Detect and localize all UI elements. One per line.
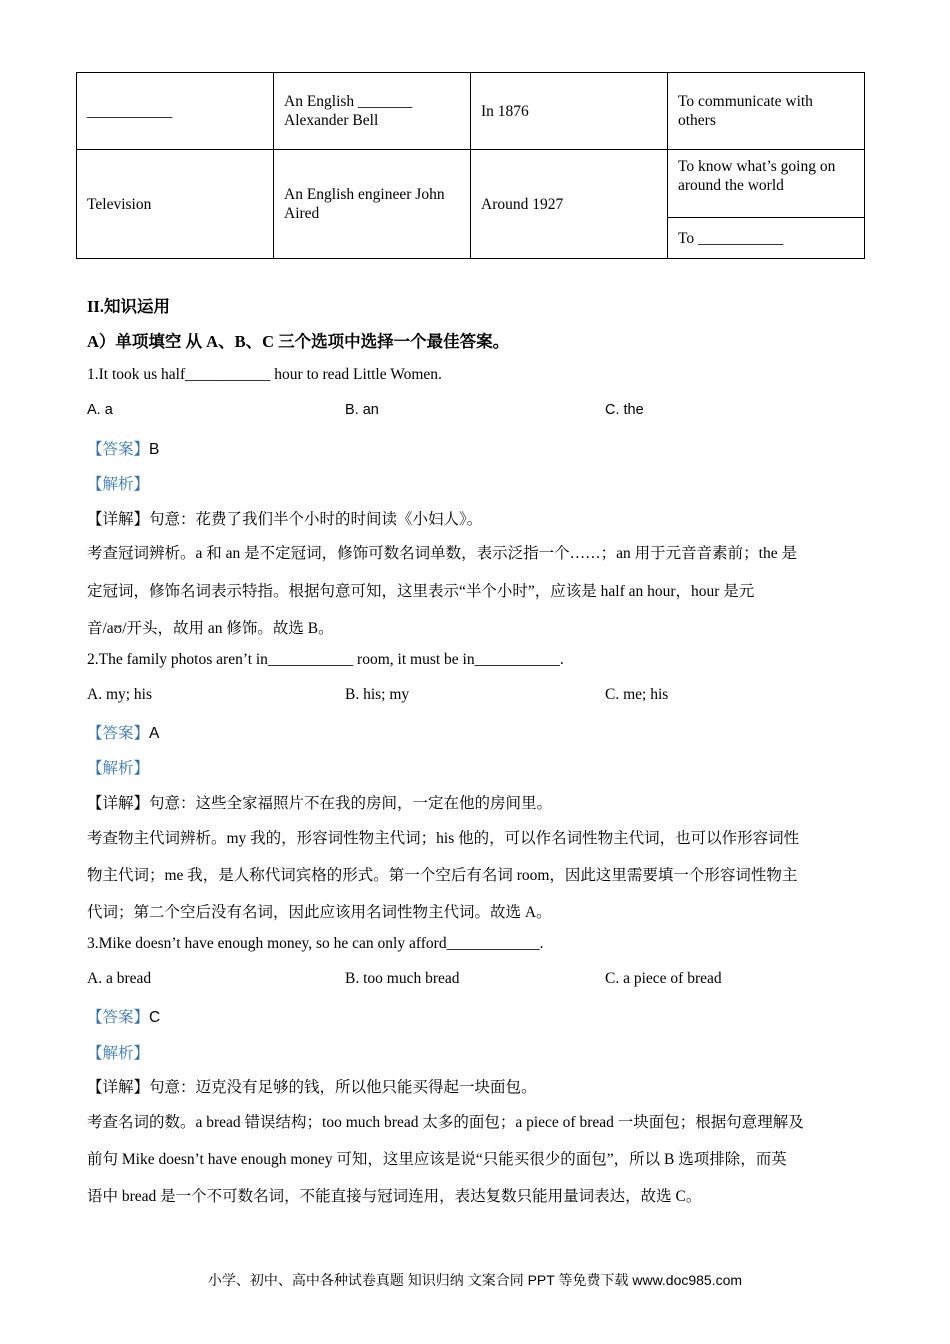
table-cell-use: To ___________ (668, 218, 865, 259)
detail-text: 句意：迈克没有足够的钱，所以他只能买得起一块面包。 (149, 1079, 537, 1096)
inventions-table (76, 72, 865, 259)
option-b: B. his; my (345, 686, 410, 703)
footer-text: 小学、初中、高中各种试卷真题 知识归纳 文案合同 PPT 等免费下载 www.doc985.com (207, 1272, 743, 1288)
explanation-line: 考查冠词辨析。a 和 an 是不定冠词，修饰可数名词单数，表示泛指一个……；an 用于元音音素前；the 是 (87, 545, 797, 562)
question-text: 2.The family photos aren’t in___________ room, it must be in___________. (87, 651, 564, 668)
table-cell-time: In 1876 (471, 73, 668, 150)
table-cell-invention: ___________ (77, 73, 274, 150)
answer-value: A (149, 725, 160, 742)
answer-label: 【答案】 (87, 1009, 150, 1026)
option-c: C. the (605, 402, 644, 418)
detail-line (87, 1075, 537, 1097)
answer-label: 【答案】 (87, 725, 150, 742)
option-a: A. a bread (87, 970, 152, 987)
question-text: 3.Mike doesn’t have enough money, so he can only afford____________. (87, 935, 544, 952)
explanation-line: 定冠词，修饰名词表示特指。根据句意可知，这里表示“半个小时”，应该是 half an hour，hour 是元 (87, 583, 755, 600)
detail-label: 【详解】 (87, 1079, 150, 1096)
table-row (77, 150, 865, 218)
option-a: A. a (87, 402, 113, 418)
table-cell-use: To communicate with others (668, 73, 865, 150)
analysis-label: 【解析】 (87, 1045, 150, 1062)
explanation-line: 物主代词；me 我，是人称代词宾格的形式。第一个空后有名词 room，因此这里需要填一个形容词性物主 (87, 867, 798, 884)
detail-text: 句意：这些全家福照片不在我的房间，一定在他的房间里。 (149, 795, 553, 812)
section-title: II.知识运用 (87, 297, 170, 316)
explanation-line: 考查名词的数。a bread 错误结构；too much bread 太多的面包；a piece of bread 一块面包；根据句意理解及 (87, 1114, 804, 1131)
question-text: 1.It took us half___________ hour to read Little Women. (87, 366, 442, 383)
answer-value: C (149, 1009, 161, 1026)
option-b: B. too much bread (345, 970, 460, 987)
explanation-line: 代词；第二个空后没有名词，因此应该用名词性物主代词。故选 A。 (87, 904, 552, 921)
explanation-line: 音/aʊ/开头，故用 an 修饰。故选 B。 (87, 620, 334, 637)
table-cell-inventor: An English _______ Alexander Bell (274, 73, 471, 150)
detail-text: 句意：花费了我们半个小时的时间读《小妇人》。 (149, 511, 483, 528)
answer-line (87, 721, 159, 743)
answer-label: 【答案】 (87, 441, 150, 458)
subsection-title: A）单项填空 从 A、B、C 三个选项中选择一个最佳答案。 (87, 332, 510, 351)
detail-line (87, 507, 482, 529)
table-row (77, 73, 865, 150)
option-c: C. me; his (605, 686, 669, 703)
analysis-label: 【解析】 (87, 760, 150, 777)
option-b: B. an (345, 402, 379, 418)
detail-label: 【详解】 (87, 511, 150, 528)
option-c: C. a piece of bread (605, 970, 722, 987)
explanation-line: 考查物主代词辨析。my 我的，形容词性物主代词；his 他的，可以作名词性物主代词，也可以作形容词性 (87, 830, 800, 847)
explanation-line: 前句 Mike doesn’t have enough money 可知，这里应该是说“只能买很少的面包”，所以 B 选项排除，而英 (87, 1151, 787, 1168)
answer-line (87, 1005, 160, 1027)
detail-label: 【详解】 (87, 795, 150, 812)
explanation-line: 语中 bread 是一个不可数名词，不能直接与冠词连用，表达复数只能用量词表达，故选 C。 (87, 1188, 702, 1205)
table-cell-time: Around 1927 (471, 150, 668, 259)
detail-line (87, 791, 552, 813)
table-cell-inventor: An English engineer John Aired (274, 150, 471, 259)
answer-value: B (149, 441, 160, 458)
option-a: A. my; his (87, 686, 153, 703)
answer-line (87, 437, 159, 459)
table-cell-use: To know what’s going on around the world (668, 150, 865, 218)
analysis-label: 【解析】 (87, 476, 150, 493)
table-cell-invention: Television (77, 150, 274, 259)
